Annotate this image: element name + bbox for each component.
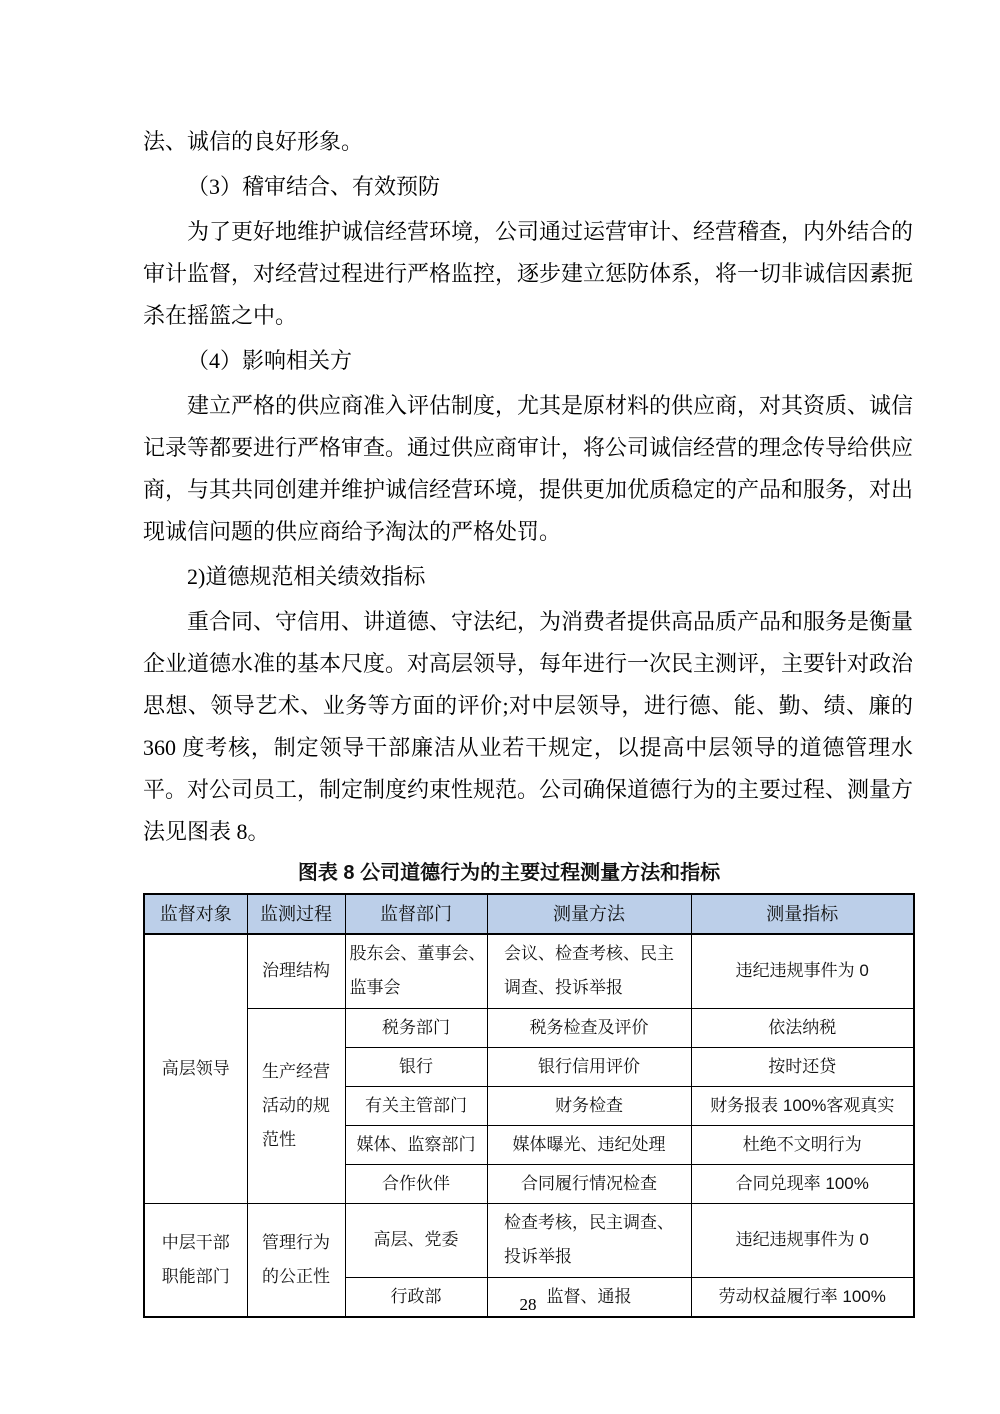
table-cell: 合同履行情况检查 — [487, 1164, 691, 1203]
table-cell: 合同兑现率 100% — [691, 1164, 914, 1203]
table-cell: 劳动权益履行率 100% — [691, 1277, 914, 1317]
column-header-supervised-object: 监督对象 — [144, 894, 247, 934]
table-cell: 中层干部职能部门 — [144, 1203, 247, 1317]
table-cell: 会议、检查考核、民主调查、投诉举报 — [487, 934, 691, 1008]
table-cell: 有关主管部门 — [345, 1086, 487, 1125]
table-cell: 财务报表 100%客观真实 — [691, 1086, 914, 1125]
table-cell: 按时还贷 — [691, 1047, 914, 1086]
table-cell: 管理行为的公正性 — [247, 1203, 345, 1317]
table-cell: 银行 — [345, 1047, 487, 1086]
table-cell: 高层领导 — [144, 934, 247, 1203]
column-header-measurement-method: 测量方法 — [487, 894, 691, 934]
table-cell: 违纪违规事件为 0 — [691, 1203, 914, 1277]
table-cell: 行政部 — [345, 1277, 487, 1317]
table-cell: 违纪违规事件为 0 — [691, 934, 914, 1008]
table-cell: 杜绝不文明行为 — [691, 1125, 914, 1164]
paragraph: 重合同、守信用、讲道德、守法纪，为消费者提供高品质产品和服务是衡量企业道德水准的基本尺度。对高层领导，每年进行一次民主测评，主要针对政治思想、领导艺术、业务等方面的评价;对中层领导，进行德、能、勤、绩、廉的 360 度考核，制定领导干部廉洁从业若干规定，以提高中层领导的道德管理水平。对公司员工，制定制度约束性规范。公司确保道德行为的主要过程、测量方法见图表 8。 — [143, 609, 914, 844]
table-cell: 股东会、董事会、监事会 — [345, 934, 487, 1008]
paragraph: 建立严格的供应商准入评估制度，尤其是原材料的供应商，对其资质、诚信记录等都要进行严格审查。通过供应商审计，将公司诚信经营的理念传导给供应商，与其共同创建并维护诚信经营环境，提供更加优质稳定的产品和服务，对出现诚信问题的供应商给予淘汰的严格处罚。 — [143, 393, 914, 544]
table-row — [144, 934, 914, 1008]
section-heading-3: （3）稽审结合、有效预防 — [187, 174, 441, 199]
table-cell: 税务检查及评价 — [487, 1008, 691, 1047]
table-cell: 监督、通报 — [487, 1277, 691, 1317]
page-number: 28 — [519, 1295, 537, 1314]
table-cell: 生产经营活动的规范性 — [247, 1008, 345, 1203]
table-cell: 检查考核，民主调查、投诉举报 — [487, 1203, 691, 1277]
table-cell: 合作伙伴 — [345, 1164, 487, 1203]
column-header-monitored-process: 监测过程 — [247, 894, 345, 934]
table-caption: 图表 8 公司道德行为的主要过程测量方法和指标 — [297, 862, 721, 884]
table-cell: 依法纳税 — [691, 1008, 914, 1047]
paragraph-continuation: 法、诚信的良好形象。 — [143, 129, 364, 154]
section-heading-4: （4）影响相关方 — [187, 348, 353, 373]
column-header-supervising-dept: 监督部门 — [345, 894, 487, 934]
table-cell: 高层、党委 — [345, 1203, 487, 1277]
table-row — [144, 1008, 914, 1047]
column-header-measurement-metric: 测量指标 — [691, 894, 914, 934]
table-cell: 银行信用评价 — [487, 1047, 691, 1086]
table-cell: 媒体曝光、违纪处理 — [487, 1125, 691, 1164]
ethics-measurement-table — [143, 893, 915, 1318]
table-row — [144, 1203, 914, 1277]
table-cell: 治理结构 — [247, 934, 345, 1008]
table-cell: 媒体、监察部门 — [345, 1125, 487, 1164]
section-heading-2: 2)道德规范相关绩效指标 — [187, 564, 426, 589]
table-header-row — [144, 894, 914, 934]
document-body — [143, 121, 913, 1318]
table-cell: 财务检查 — [487, 1086, 691, 1125]
paragraph: 为了更好地维护诚信经营环境，公司通过运营审计、经营稽查，内外结合的审计监督，对经营过程进行严格监控，逐步建立惩防体系，将一切非诚信因素扼杀在摇篮之中。 — [143, 219, 914, 328]
table-cell: 税务部门 — [345, 1008, 487, 1047]
